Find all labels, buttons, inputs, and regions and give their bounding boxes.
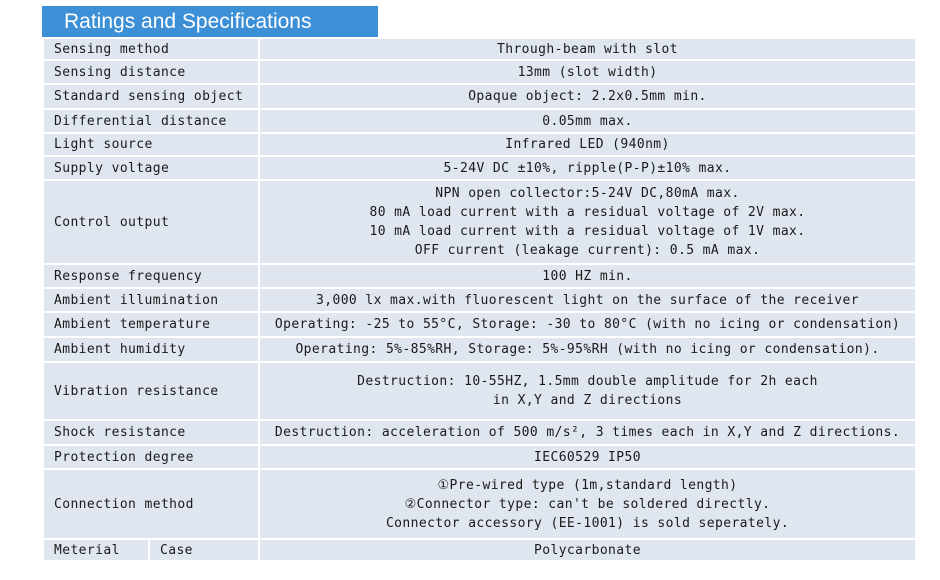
- spec-value-line: 80 mA load current with a residual voltage of 2V max.: [369, 205, 806, 220]
- spec-value: [259, 312, 916, 337]
- spec-value: [259, 264, 916, 288]
- spec-row: [43, 312, 916, 337]
- spec-value: [259, 420, 916, 445]
- spec-row: [43, 180, 916, 264]
- spec-row: [43, 469, 916, 539]
- spec-value-line: Connector accessory (EE-1001) is sold seperately.: [385, 515, 790, 531]
- material-value: Polycarbonate: [259, 539, 916, 561]
- spec-value-line: Infrared LED (940nm): [505, 137, 670, 152]
- spec-label: Ambient illumination: [43, 288, 259, 312]
- spec-label: Differential distance: [43, 109, 259, 133]
- spec-value: [259, 445, 916, 469]
- spec-row: [43, 445, 916, 469]
- material-label: Meterial: [43, 539, 149, 561]
- spec-row: [43, 84, 916, 109]
- spec-row: [43, 264, 916, 288]
- spec-label: Supply voltage: [43, 156, 259, 180]
- spec-value-line: 10 mA load current with a residual voltage of 1V max.: [369, 224, 806, 239]
- spec-row: [43, 337, 916, 362]
- spec-value-line: IEC60529 IP50: [534, 449, 641, 465]
- spec-row: [43, 38, 916, 60]
- spec-value-line: 13mm (slot width): [517, 64, 658, 80]
- spec-value-line: 100 HZ min.: [542, 268, 633, 284]
- spec-label: Standard sensing object: [43, 84, 259, 109]
- spec-value: [259, 60, 916, 84]
- spec-value-line: ①Pre-wired type (1m,standard length): [437, 477, 738, 493]
- spec-value-line: 0.05mm max.: [542, 113, 633, 129]
- spec-label: Ambient humidity: [43, 337, 259, 362]
- spec-value: [259, 38, 916, 60]
- spec-value: [259, 288, 916, 312]
- spec-value-line: 3,000 lx max.with fluorescent light on the surface of the receiver: [316, 292, 859, 308]
- material-sublabel: Case: [149, 539, 259, 561]
- spec-value: [259, 469, 916, 539]
- spec-value-line: Opaque object: 2.2x0.5mm min.: [468, 89, 707, 104]
- spec-row: [43, 420, 916, 445]
- spec-row: [43, 156, 916, 180]
- spec-label: Sensing method: [43, 38, 259, 60]
- spec-value-line: Destruction: 10-55HZ, 1.5mm double amplitude for 2h each: [357, 374, 818, 389]
- spec-label: Connection method: [43, 469, 259, 539]
- spec-label: Sensing distance: [43, 60, 259, 84]
- spec-label: Ambient temperature: [43, 312, 259, 337]
- spec-row: [43, 60, 916, 84]
- spec-label: Shock resistance: [43, 420, 259, 445]
- section-title: Ratings and Specifications: [42, 6, 378, 37]
- spec-value: [259, 109, 916, 133]
- spec-value-line: ②Connector type: can't be soldered directly.: [404, 496, 771, 512]
- spec-row: [43, 362, 916, 420]
- spec-value: [259, 362, 916, 420]
- spec-row: [43, 288, 916, 312]
- spec-value-line: in X,Y and Z directions: [492, 393, 683, 408]
- spec-value: [259, 133, 916, 156]
- spec-label: Response frequency: [43, 264, 259, 288]
- spec-row: [43, 109, 916, 133]
- spec-row-material: [43, 539, 916, 561]
- spec-label: Vibration resistance: [43, 362, 259, 420]
- spec-value-line: Through-beam with slot: [497, 41, 678, 57]
- spec-label: Control output: [43, 180, 259, 264]
- spec-value-line: OFF current (leakage current): 0.5 mA max.: [414, 243, 761, 258]
- spec-value-line: Destruction: acceleration of 500 m/s², 3 times each in X,Y and Z directions.: [274, 425, 901, 440]
- spec-value-line: 5-24V DC ±10%, ripple(P-P)±10% max.: [443, 160, 732, 176]
- spec-row: [43, 133, 916, 156]
- spec-value-line: Operating: -25 to 55°C, Storage: -30 to 80°C (with no icing or condensation): [274, 317, 901, 332]
- spec-value: [259, 84, 916, 109]
- spec-value: [259, 337, 916, 362]
- spec-value: [259, 156, 916, 180]
- spec-value: [259, 180, 916, 264]
- spec-label: Light source: [43, 133, 259, 156]
- spec-value-line: Operating: 5%-85%RH, Storage: 5%-95%RH (with no icing or condensation).: [295, 342, 880, 357]
- spec-value-line: NPN open collector:5-24V DC,80mA max.: [435, 186, 740, 201]
- specifications-table: [42, 37, 917, 562]
- spec-label: Protection degree: [43, 445, 259, 469]
